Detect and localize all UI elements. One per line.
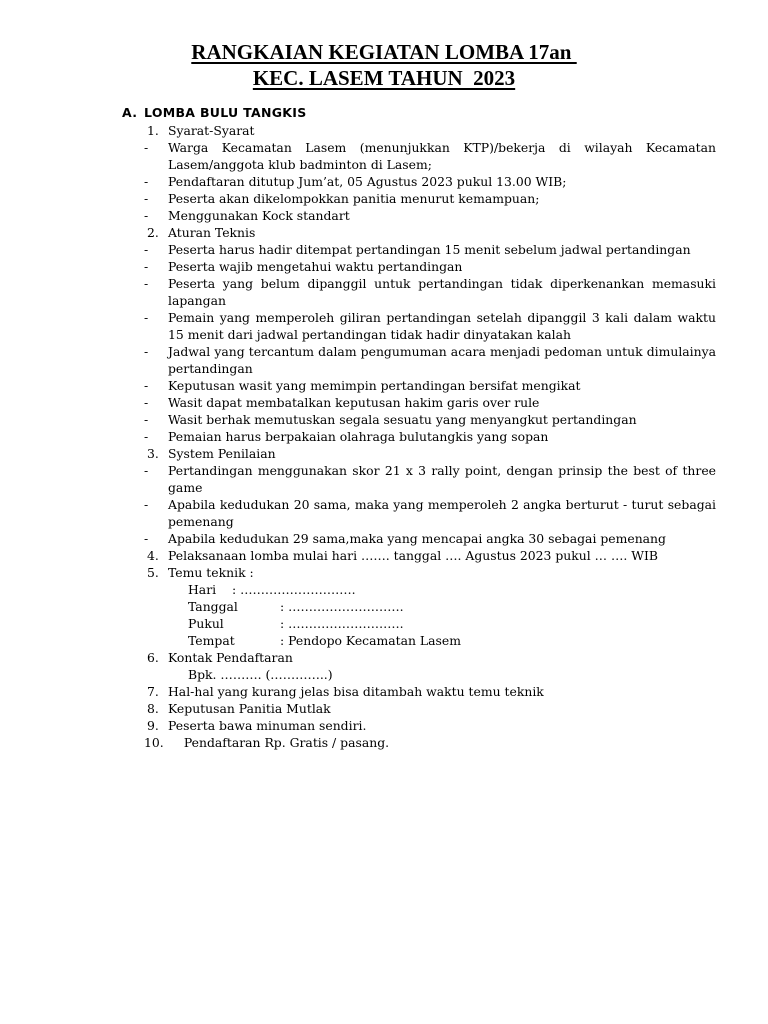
list-item-text: Pemain yang memperoleh giliran pertandingan setelah dipanggil 3 kali dalam waktu 15 menit dari jadwal pertandingan tidak hadir dinyatakan kalah bbox=[168, 310, 716, 342]
list-item bbox=[144, 530, 716, 547]
tanggal-label: Tanggal bbox=[188, 599, 238, 614]
list-item-text: Jadwal yang tercantum dalam pengumuman acara menjadi pedoman untuk dimulainya pertandingan bbox=[168, 344, 716, 376]
list-item-text: Warga Kecamatan Lasem (menunjukkan KTP)/bekerja di wilayah Kecamatan Lasem/anggota klub badminton di Lasem; bbox=[168, 140, 716, 172]
list-item-text: Peserta bawa minuman sendiri. bbox=[168, 718, 367, 733]
list-item-text: Pelaksanaan lomba mulai hari ……. tanggal …. Agustus 2023 pukul … …. WIB bbox=[168, 548, 658, 563]
list-item bbox=[144, 547, 716, 564]
list-dash: - bbox=[144, 497, 149, 512]
list-dash: - bbox=[144, 395, 149, 410]
list-item bbox=[144, 445, 716, 462]
document-title-line-1: RANGKAIAN KEGIATAN LOMBA 17an bbox=[191, 40, 577, 64]
temu-teknik-tempat bbox=[144, 632, 716, 649]
list-item-text: Peserta harus hadir ditempat pertandingan 15 menit sebelum jadwal pertandingan bbox=[168, 242, 691, 257]
list-item-text: Syarat-Syarat bbox=[168, 123, 255, 138]
list-item-text: Kontak Pendaftaran bbox=[168, 650, 293, 665]
list-item bbox=[144, 122, 716, 139]
list-dash: - bbox=[144, 242, 149, 257]
tempat-value: : Pendopo Kecamatan Lasem bbox=[280, 633, 461, 648]
list-item-text: Pendaftaran ditutup Jum’at, 05 Agustus 2023 pukul 13.00 WIB; bbox=[168, 174, 567, 189]
list-item bbox=[144, 462, 716, 496]
list-item-text: Apabila kedudukan 29 sama,maka yang mencapai angka 30 sebagai pemenang bbox=[168, 531, 666, 546]
section-heading bbox=[122, 104, 307, 122]
list-item-text: Peserta wajib mengetahui waktu pertandingan bbox=[168, 259, 463, 274]
list-dash: - bbox=[144, 531, 149, 546]
list-number: 8. bbox=[147, 701, 159, 716]
list-number: 5. bbox=[147, 565, 159, 580]
list-number: 10. bbox=[144, 735, 164, 750]
list-item bbox=[144, 377, 716, 394]
list-item-text: Pertandingan menggunakan skor 21 x 3 rally point, dengan prinsip the best of three game bbox=[168, 463, 716, 495]
kontak-value-row bbox=[144, 666, 716, 683]
list-item bbox=[144, 224, 716, 241]
list-item-text: Apabila kedudukan 20 sama, maka yang memperoleh 2 angka berturut - turut sebagai pemenang bbox=[168, 497, 716, 529]
list-number: 2. bbox=[147, 225, 159, 240]
list-dash: - bbox=[144, 259, 149, 274]
list-dash: - bbox=[144, 208, 149, 223]
list-item-text: Aturan Teknis bbox=[168, 225, 256, 240]
list-dash: - bbox=[144, 378, 149, 393]
list-item-text: Wasit berhak memutuskan segala sesuatu yang menyangkut pertandingan bbox=[168, 412, 637, 427]
list-dash: - bbox=[144, 276, 149, 291]
list-dash: - bbox=[144, 310, 149, 325]
document-title-line-2: KEC. LASEM TAHUN 2023 bbox=[252, 66, 516, 90]
list-item-text: Menggunakan Kock standart bbox=[168, 208, 350, 223]
list-item bbox=[144, 734, 716, 751]
temu-teknik-tanggal bbox=[144, 598, 716, 615]
tanggal-value: : ………………………. bbox=[280, 599, 404, 614]
list-item bbox=[144, 207, 716, 224]
list-item-text: Keputusan wasit yang memimpin pertandingan bersifat mengikat bbox=[168, 378, 581, 393]
pukul-value: : ………………………. bbox=[280, 616, 404, 631]
list-dash: - bbox=[144, 191, 149, 206]
list-number: 9. bbox=[147, 718, 159, 733]
list-item bbox=[144, 411, 716, 428]
kontak-value: Bpk. ………. (…………..) bbox=[188, 667, 333, 682]
section-label: LOMBA BULU TANGKIS bbox=[144, 105, 307, 120]
list-item bbox=[144, 343, 716, 377]
list-item bbox=[144, 496, 716, 530]
list-item-text: Peserta yang belum dipanggil untuk pertandingan tidak diperkenankan memasuki lapangan bbox=[168, 276, 716, 308]
list-number: 1. bbox=[147, 123, 159, 138]
list-dash: - bbox=[144, 429, 149, 444]
list-item bbox=[144, 700, 716, 717]
list-item bbox=[144, 564, 716, 581]
list-item bbox=[144, 139, 716, 173]
list-item bbox=[144, 649, 716, 666]
list-item bbox=[144, 241, 716, 258]
list-item-text: System Penilaian bbox=[168, 446, 276, 461]
list-number: 3. bbox=[147, 446, 159, 461]
list-item bbox=[144, 394, 716, 411]
section-letter: A. bbox=[122, 105, 138, 120]
list-item-text: Temu teknik : bbox=[168, 565, 254, 580]
list-dash: - bbox=[144, 412, 149, 427]
list-item bbox=[144, 275, 716, 309]
list-item bbox=[144, 683, 716, 700]
list-item-text: Hal-hal yang kurang jelas bisa ditambah waktu temu teknik bbox=[168, 684, 544, 699]
hari-value: : ………………………. bbox=[232, 582, 356, 597]
list-number: 6. bbox=[147, 650, 159, 665]
list-item-text: Pemaian harus berpakaian olahraga bulutangkis yang sopan bbox=[168, 429, 549, 444]
list-item-text: Pendaftaran Rp. Gratis / pasang. bbox=[176, 735, 390, 750]
hari-label: Hari bbox=[188, 582, 217, 597]
list-item bbox=[144, 173, 716, 190]
tempat-label: Tempat bbox=[188, 633, 235, 648]
list-item-text: Keputusan Panitia Mutlak bbox=[168, 701, 331, 716]
list-dash: - bbox=[144, 344, 149, 359]
list-dash: - bbox=[144, 463, 149, 478]
list-dash: - bbox=[144, 174, 149, 189]
list-item bbox=[144, 258, 716, 275]
list-item bbox=[144, 428, 716, 445]
list-item bbox=[144, 309, 716, 343]
temu-teknik-hari bbox=[144, 581, 716, 598]
list-item bbox=[144, 717, 716, 734]
list-item bbox=[144, 190, 716, 207]
list-number: 7. bbox=[147, 684, 159, 699]
list-dash: - bbox=[144, 140, 149, 155]
list-item-text: Peserta akan dikelompokkan panitia menurut kemampuan; bbox=[168, 191, 540, 206]
list-item-text: Wasit dapat membatalkan keputusan hakim garis over rule bbox=[168, 395, 540, 410]
list-number: 4. bbox=[147, 548, 159, 563]
rules-list bbox=[144, 122, 716, 751]
temu-teknik-pukul bbox=[144, 615, 716, 632]
pukul-label: Pukul bbox=[188, 616, 224, 631]
